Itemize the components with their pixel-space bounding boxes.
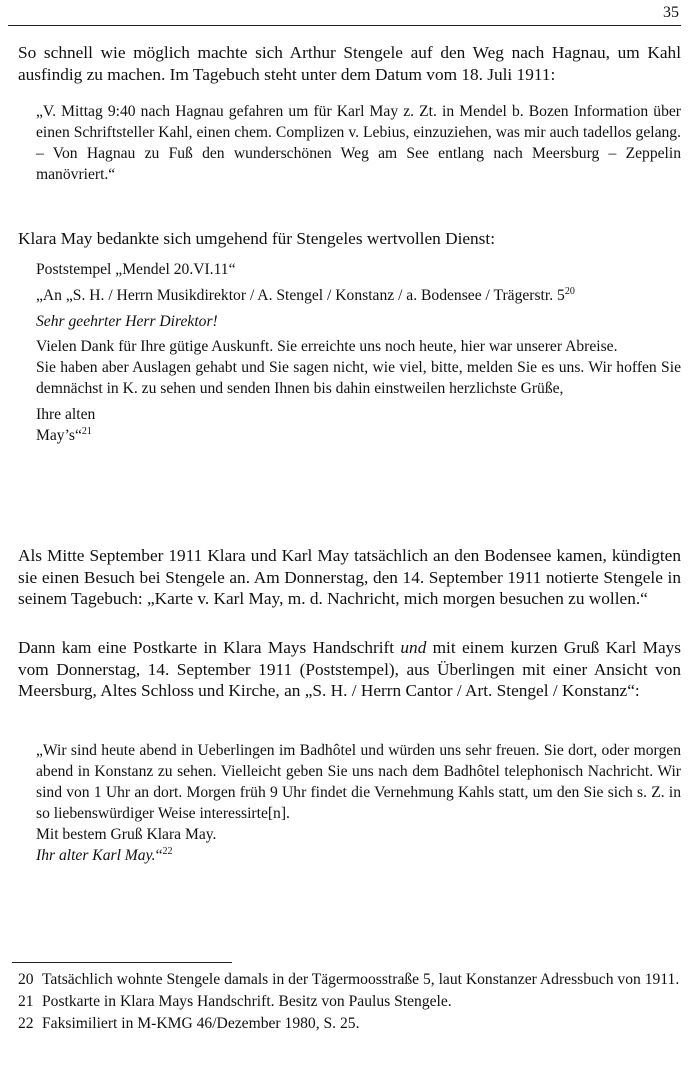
closing-line-1: Ihre alten (36, 406, 96, 423)
paragraph-thanks (18, 228, 681, 250)
closing-signature: Ihr alter Karl May. (36, 847, 156, 864)
paragraph-text: Klara May bedankte sich umgehend für Stengeles wertvollen Dienst: (18, 229, 496, 248)
footnote-ref-21[interactable]: 21 (81, 426, 92, 437)
salutation (36, 311, 681, 332)
diary-quote-1 (36, 101, 681, 185)
postmark-line: Poststempel „Mendel 20.VI.11“ (36, 261, 236, 278)
salutation-text: Sehr geehrter Herr Direktor! (36, 313, 218, 330)
footnote-number: 22 (18, 1015, 34, 1032)
paragraph-text: Als Mitte September 1911 Klara und Karl May tatsächlich an den Bodensee kamen, kündigten sie einen Besuch bei Stengele an. Am Donnerstag, den 14. September 1911 notierte Stengele in seinem Tagebuch: „Karte v. Karl May, m. d. Nachricht, mich morgen besuchen zu wollen.“ (18, 546, 681, 608)
footnote-text: Tatsächlich wohnte Stengele damals in der Tägermoosstraße 5, laut Konstanzer Adressbuch von 1911. (42, 971, 680, 988)
closing-line-1: Mit bestem Gruß Klara May. (36, 826, 217, 843)
footnote-rule (12, 962, 232, 963)
letter-postcard (36, 740, 681, 866)
text-run: Dann kam eine Postkarte in Klara Mays Handschrift (18, 638, 401, 657)
letter-klara-may (36, 259, 681, 446)
closing-text: May’s“ (36, 427, 82, 444)
footnotes (18, 970, 681, 1036)
address-line (36, 285, 681, 306)
footnote-text: Postkarte in Klara Mays Handschrift. Besitz von Paulus Stengele. (42, 993, 452, 1010)
letter-body-2: Sie haben aber Auslagen gehabt und Sie sagen nicht, wie viel, bitte, melden Sie es uns. Wir hoffen Sie demnächst in K. zu sehen und senden Ihnen bis dahin einstweilen herzlichste Grüße, (36, 359, 681, 397)
address-text: „An „S. H. / Herrn Musikdirektor / A. Stengel / Konstanz / a. Bodensee / Trägerstr. 5 (36, 287, 565, 304)
paragraph-september (18, 545, 681, 610)
closing-line-2 (36, 425, 681, 446)
footnote-number: 20 (18, 971, 34, 988)
paragraph-intro (18, 42, 681, 85)
footnote-20 (18, 970, 681, 990)
footnote-21 (18, 992, 681, 1012)
footnote-ref-20[interactable]: 20 (564, 286, 575, 297)
paragraph-text: So schnell wie möglich machte sich Arthur Stengele auf den Weg nach Hagnau, um Kahl ausfindig zu machen. Im Tagebuch steht unter dem Datum vom 18. Juli 1911: (18, 43, 681, 84)
text-run: mit einem kurzen Gruß Karl Mays vom Donnerstag, 14. September 1911 (Poststempel), aus Überlingen mit einer Ansicht von Meersburg, Altes Schloss und Kirche, an „S. H. / Herrn Cantor / Art. Stengel / Konstanz“: (18, 638, 681, 700)
footnote-ref-22[interactable]: 22 (162, 846, 173, 857)
page-number: 35 (663, 4, 679, 21)
letter-body-1: Vielen Dank für Ihre gütige Auskunft. Sie erreichte uns noch heute, hier war unserer Abreise. (36, 338, 618, 355)
closing-quote: “ (155, 847, 163, 864)
footnote-text: Faksimiliert in M-KMG 46/Dezember 1980, S. 25. (42, 1015, 360, 1032)
paragraph-text (18, 637, 681, 702)
footnote-number: 21 (18, 993, 34, 1010)
quote-text: „V. Mittag 9:40 nach Hagnau gefahren um für Karl May z. Zt. in Mendel b. Bozen Information über einen Schriftsteller Kahl, einen chem. Complizen v. Lebius, einzuziehen, was mir auch tadellos gelang. – Von Hagnau zu Fuß den wunderschönen Weg am See entlang nach Meersburg – Zeppelin manövriert.“ (36, 103, 681, 183)
italic-emphasis: und (400, 638, 427, 657)
footnote-22 (18, 1014, 681, 1034)
closing-line-2 (36, 845, 681, 866)
letter-body: „Wir sind heute abend in Ueberlingen im Badhôtel und würden uns sehr freuen. Sie dort, oder morgen abend in Konstanz zu sehen. Vielleicht geben Sie uns nach dem Badhôtel telephonisch Nachricht. Wir sind von 1 Uhr an dort. Morgen früh 9 Uhr findet die Vernehmung Kahls statt, um den Sie sich s. Z. in so liebenswürdiger Weise interessirte[n]. (36, 742, 681, 822)
paragraph-postkarte (18, 637, 681, 702)
header-rule (8, 25, 681, 26)
